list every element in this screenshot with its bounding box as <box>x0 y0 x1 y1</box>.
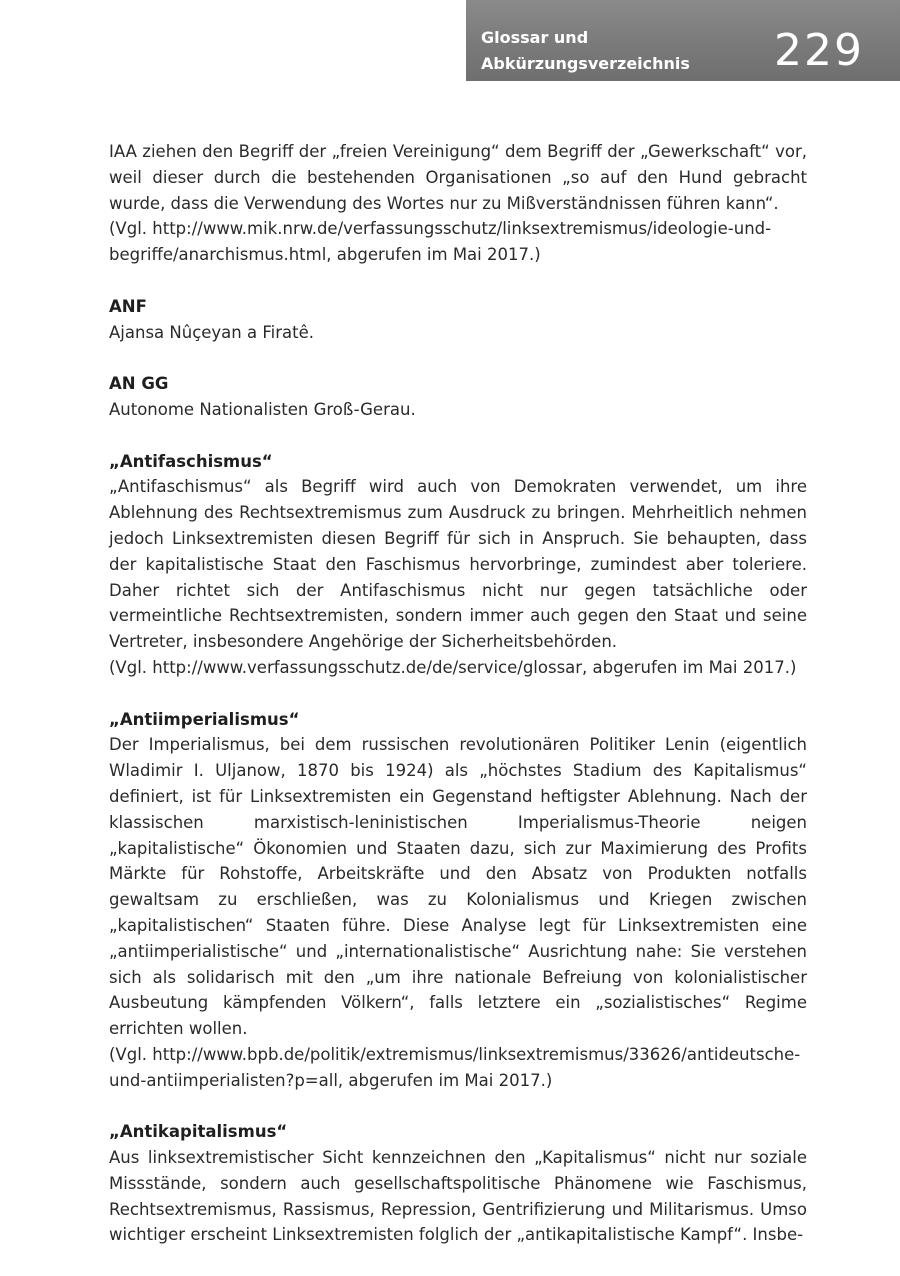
glossary-entry-anf <box>109 294 807 346</box>
glossary-body <box>109 139 807 1248</box>
glossary-term: „Antiimperialismus“ <box>109 709 300 729</box>
section-title <box>481 25 690 77</box>
glossary-term: AN GG <box>109 374 169 394</box>
glossary-entry-antifaschismus <box>109 449 807 681</box>
section-header <box>466 0 900 81</box>
glossary-term: „Antifaschismus“ <box>109 451 273 471</box>
glossary-definition: Aus linksextremistischer Sicht kennzeichnen den „Kapitalismus“ nicht nur soziale Missstände, sondern auch gesellschaftspolitische Phänomene wie Faschismus, Rechtsextremismus, Rassismus, Repression, Gentrifizierung und Militarismus. Umso wichtiger erscheint Linksextremisten folglich der „antikapitalistische Kampf“. Insbe- <box>109 1148 807 1245</box>
glossary-definition: Autonome Nationalisten Groß-Gerau. <box>109 399 416 419</box>
glossary-source: (Vgl. http://www.bpb.de/politik/extremismus/linksextremismus/33626/antideutsche-und-antiimperialisten?p=all, abgerufen im Mai 2017.) <box>109 1044 801 1090</box>
glossary-term: ANF <box>109 296 147 316</box>
glossary-entry-antiimperialismus <box>109 707 807 1094</box>
section-title-line-2: Abkürzungsverzeichnis <box>481 54 690 73</box>
glossary-term: „Antikapitalismus“ <box>109 1122 288 1142</box>
section-title-line-1: Glossar und <box>481 28 589 47</box>
page-number: 229 <box>774 25 864 76</box>
glossary-source: (Vgl. http://www.verfassungsschutz.de/de/service/glossar, abgerufen im Mai 2017.) <box>109 657 797 677</box>
intro-source: (Vgl. http://www.mik.nrw.de/verfassungsschutz/linksextremismus/ideologie-und-begriffe/anarchismus.html, abgerufen im Mai 2017.) <box>109 219 772 265</box>
glossary-entry-an-gg <box>109 371 807 423</box>
glossary-entry-antikapitalismus <box>109 1119 807 1248</box>
glossary-definition: Der Imperialismus, bei dem russischen revolutionären Politiker Lenin (eigentlich Wladimir I. Uljanow, 1870 bis 1924) als „höchstes Stadium des Kapitalismus“ definiert, ist für Linksextremisten ein Gegenstand heftigster Ablehnung. Nach der klassischen marxistisch-leninistischen Imperialismus-Theorie neigen „kapitalistische“ Ökonomien und Staaten dazu, sich zur Maximierung des Profits Märkte für Rohstoffe, Arbeitskräfte und den Absatz von Produkten notfalls gewaltsam zu erschließen, was zu Kolonialismus und Kriegen zwischen „kapitalistischen“ Staaten führe. Diese Analyse legt für Linksextremisten eine „antiimperialistische“ und „internationalistische“ Ausrichtung nahe: Sie verstehen sich als solidarisch mit den „um ihre nationale Befreiung von kolonialistischer Ausbeutung kämpfenden Völkern“, falls letztere ein „sozialistisches“ Regime errichten wollen. <box>109 735 807 1039</box>
glossary-definition: Ajansa Nûçeyan a Firatê. <box>109 322 314 342</box>
glossary-intro <box>109 139 807 268</box>
glossary-definition: „Antifaschismus“ als Begriff wird auch von Demokraten verwendet, um ihre Ablehnung des Rechtsextremismus zum Ausdruck zu bringen. Mehrheitlich nehmen jedoch Linksextremisten diesen Begriff für sich in Anspruch. Sie behaupten, dass der kapitalistische Staat den Faschismus hervorbringe, zumindest aber toleriere. Daher richtet sich der Antifaschismus nicht nur gegen tatsächliche oder vermeintliche Rechtsextremisten, sondern immer auch gegen den Staat und seine Vertreter, insbesondere Angehörige der Sicherheitsbehörden. <box>109 477 807 652</box>
intro-text: IAA ziehen den Begriff der „freien Vereinigung“ dem Begriff der „Gewerkschaft“ vor, weil dieser durch die bestehenden Organisationen „so auf den Hund gebracht wurde, dass die Verwendung des Wortes nur zu Mißverständnissen führen kann“. <box>109 142 807 213</box>
